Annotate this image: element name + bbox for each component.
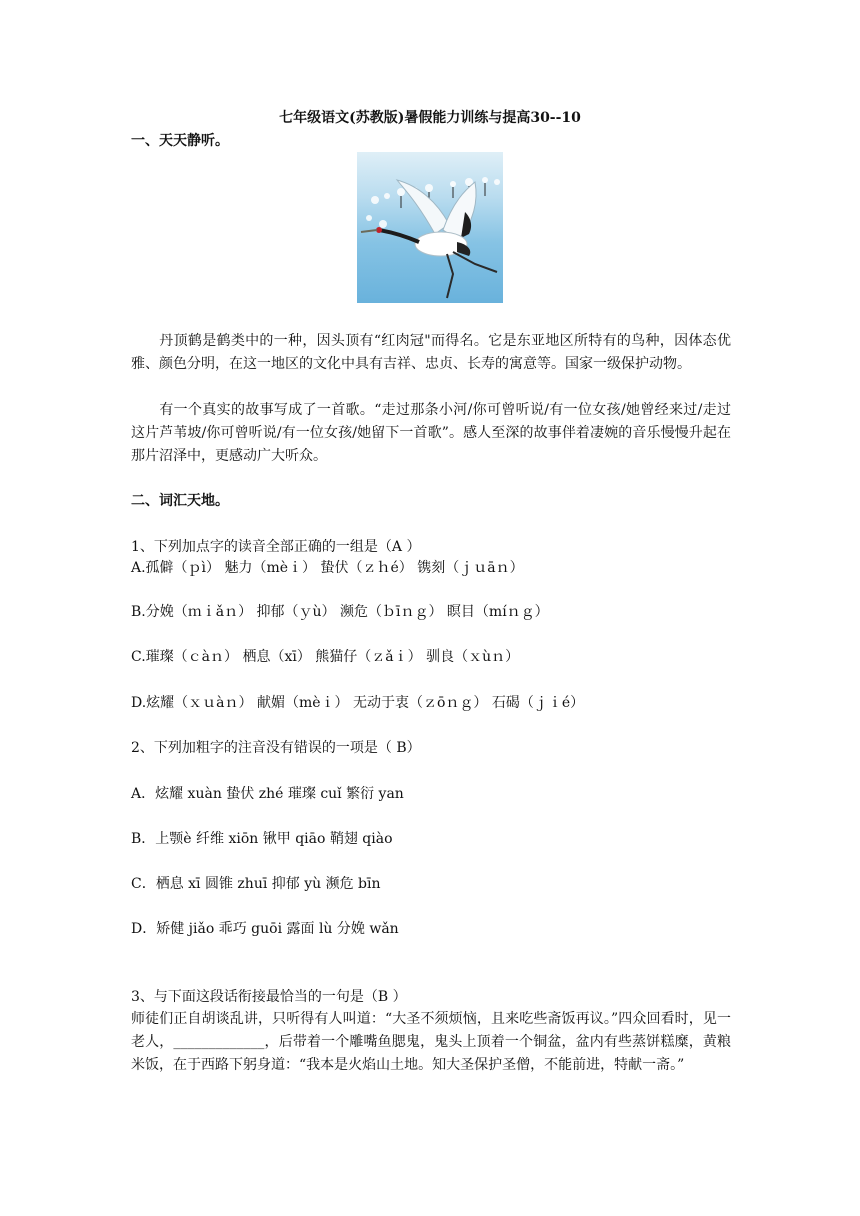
- section1-paragraph-1: [131, 330, 731, 376]
- q2-stem: 2、下列加粗字的注音没有错误的一项是（ B）: [131, 740, 421, 756]
- q1-option-a: A.孤僻（ｐì） 魅力（mèｉ） 蛰伏（ｚｈé） 镌刻（ｊｕāｎ）: [131, 560, 524, 576]
- q2-option-b: B．上颚è 纤维 xiōn 锹甲 qiāo 鞘翅 qiào: [131, 831, 393, 847]
- q1-option-c: C.璀璨（ｃàｎ） 栖息（xī） 熊猫仔（ｚǎｉ） 驯良（ｘùｎ）: [131, 649, 520, 665]
- section1-heading: 一、天天静听。: [131, 133, 229, 149]
- section2-heading: 二、词汇天地。: [131, 493, 229, 509]
- crane-illustration: [357, 152, 503, 303]
- paragraph-text: 有一个真实的故事写成了一首歌。“走过那条小河/你可曾听说/有一位女孩/她曾经来过/走过这片芦苇坡/你可曾听说/有一位女孩/她留下一首歌”。感人至深的故事伴着凄婉的音乐慢慢升起在那片沼泽中，更感动广大听众。: [131, 402, 731, 464]
- page-title: 七年级语文(苏教版)暑假能力训练与提高30--10: [279, 110, 581, 126]
- q3-passage: 师徒们正自胡谈乱讲，只听得有人叫道：“大圣不须烦恼，且来吃些斋饭再议。”四众回看时，见一老人，_____________，后带着一个雕嘴鱼腮鬼，鬼头上顶着一个铜盆，盆内有些蒸饼糕糜，黄粮米饭，在于西路下躬身道：“我本是火焰山土地。知大圣保护圣僧，不能前进，特献一斋。”: [131, 1011, 731, 1073]
- q2-option-d: D．矫健 jiǎo 乖巧 guōi 露面 lù 分娩 wǎn: [131, 921, 399, 937]
- q2-option-c: C．栖息 xī 圆锥 zhuī 抑郁 yù 濒危 bīn: [131, 876, 381, 892]
- paragraph-text: 丹顶鹤是鹤类中的一种，因头顶有“红肉冠"而得名。它是东亚地区所特有的鸟种，因体态优雅、颜色分明，在这一地区的文化中具有吉祥、忠贞、长寿的寓意等。国家一级保护动物。: [131, 333, 731, 372]
- q1-option-d: D.炫耀（ｘｕàｎ） 献媚（mèｉ） 无动于衷（ｚōｎｇ） 石碣（ｊｉé）: [131, 695, 585, 711]
- q3-stem: 3、与下面这段话衔接最恰当的一句是（B ）: [131, 989, 407, 1005]
- red-crowned-crane-icon: [357, 152, 503, 303]
- q1-stem: 1、下列加点字的读音全部正确的一组是（A ）: [131, 539, 421, 555]
- section1-paragraph-2: [131, 399, 731, 468]
- q1-option-b: B.分娩（ｍｉǎｎ） 抑郁（ｙù） 濒危（ｂīｎｇ） 瞑目（míｎｇ）: [131, 604, 549, 620]
- q2-option-a: A．炫耀 xuàn 蛰伏 zhé 璀璨 cuǐ 繁衍 yan: [131, 786, 404, 802]
